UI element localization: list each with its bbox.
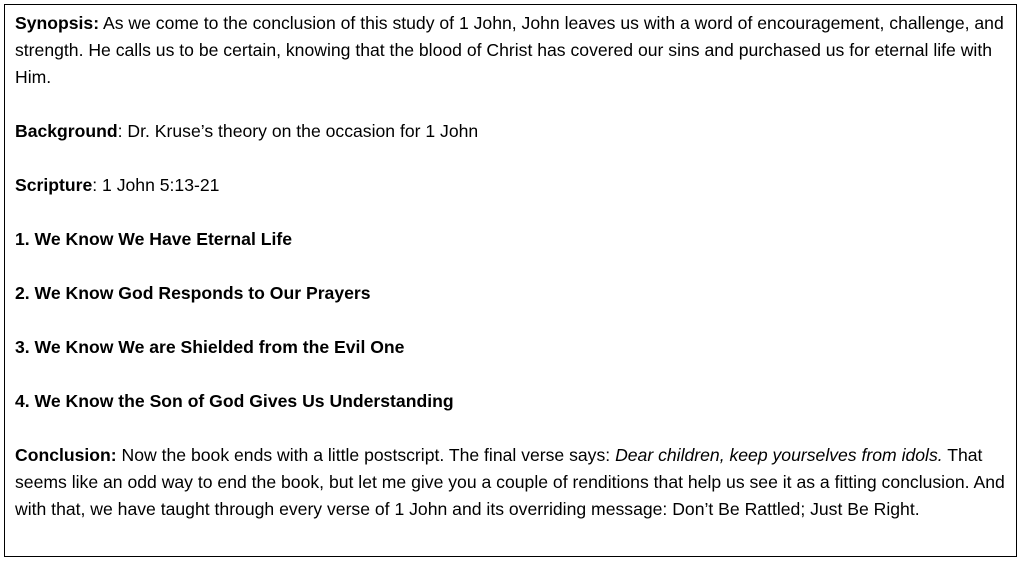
scripture-label: Scripture [15,175,93,195]
sermon-notes-box [4,4,1017,557]
conclusion-quote: Dear children, keep yourselves from idols. [615,445,943,465]
conclusion-label: Conclusion: [15,445,117,465]
background-text: : Dr. Kruse’s theory on the occasion for 1 John [117,121,479,141]
point-heading-2: 2. We Know God Responds to Our Prayers [15,283,371,303]
scripture-paragraph [15,172,1006,199]
point-heading-3: 3. We Know We are Shielded from the Evil One [15,337,405,357]
conclusion-text-after: That seems like an odd way to end the book, but let me give you a couple of renditions that help us see it as a fitting conclusion. And with that, we have taught through every verse of 1 John and its overriding message: Don’t Be Rattled; Just Be Right. [15,445,1005,519]
synopsis-text: As we come to the conclusion of this study of 1 John, John leaves us with a word of encouragement, challenge, and strength. He calls us to be certain, knowing that the blood of Christ has covered our sins and purchased us for eternal life with Him. [15,13,1004,87]
background-paragraph [15,118,1006,145]
scripture-text: : 1 John 5:13-21 [92,175,220,195]
conclusion-text-before: Now the book ends with a little postscript. The final verse says: [116,445,616,465]
synopsis-label: Synopsis: [15,13,100,33]
point-heading-4: 4. We Know the Son of God Gives Us Understanding [15,391,454,411]
conclusion-paragraph [15,442,1006,523]
point-heading-1: 1. We Know We Have Eternal Life [15,229,293,249]
synopsis-paragraph [15,10,1006,91]
background-label: Background [15,121,118,141]
